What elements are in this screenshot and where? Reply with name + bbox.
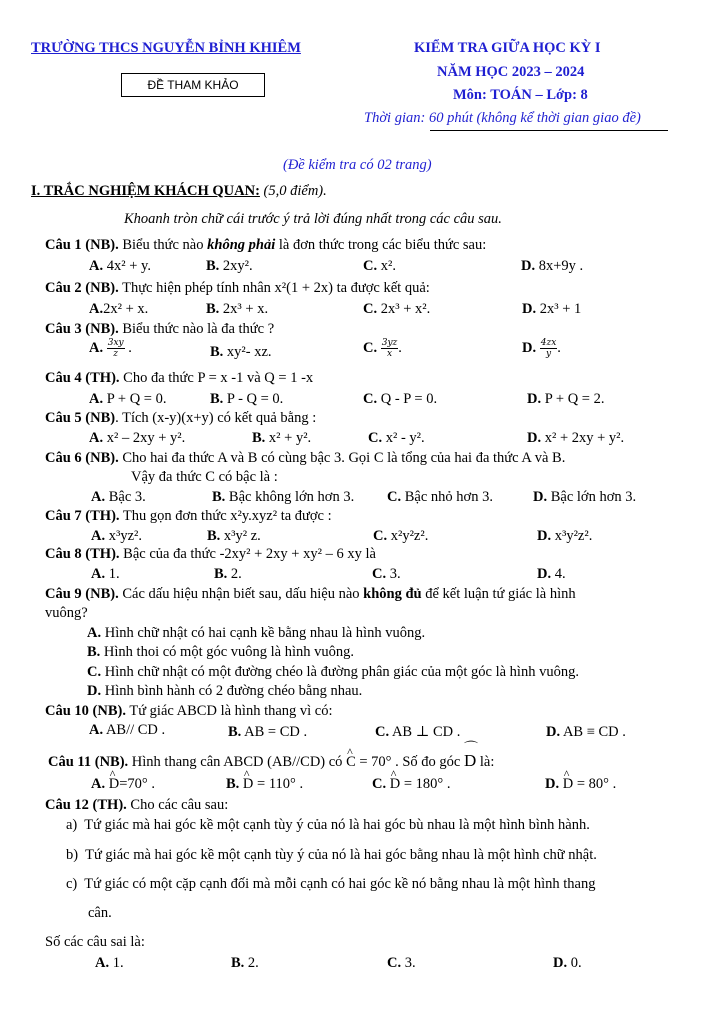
q9-option-b[interactable]: B. Hình thoi có một góc vuông là hình vuông.	[87, 644, 355, 660]
question-7: Câu 7 (TH). Thu gọn đơn thức x²y.xyz² ta được :	[45, 508, 332, 524]
fraction: $\frac{3yz}{x}$	[381, 338, 398, 359]
q3-option-c[interactable]: C. $\frac{3yz}{x}$ .	[363, 338, 402, 359]
section-1-title: I. TRẮC NGHIỆM KHÁCH QUAN:	[31, 183, 260, 199]
q7-option-d[interactable]: D. x³y²z².	[537, 528, 593, 544]
q8-option-c[interactable]: C. 3.	[372, 566, 401, 582]
q8-option-a[interactable]: A. 1.	[91, 566, 120, 582]
q4-option-b[interactable]: B. P - Q = 0.	[210, 391, 284, 407]
fraction: $\frac{3xy}{z}$	[107, 338, 124, 359]
question-4: Câu 4 (TH). Cho đa thức P = x -1 và Q = 1 -x	[45, 370, 314, 386]
question-9: Câu 9 (NB). Các dấu hiệu nhận biết sau, dấu hiệu nào không đủ để kết luận tứ giác là hình	[45, 586, 576, 602]
question-text: Biểu thức nào	[122, 237, 204, 253]
q12-statement-a: a) Tứ giác mà hai góc kề một cạnh tùy ý của nó là hai góc bù nhau là một hình bình hành.	[66, 817, 590, 833]
q9-option-c[interactable]: C. Hình chữ nhật có một đường chéo là đường phân giác của một góc là hình vuông.	[87, 664, 579, 680]
q6-option-c[interactable]: C. Bậc nhỏ hơn 3.	[387, 489, 493, 505]
q6-option-b[interactable]: B. Bậc không lớn hơn 3.	[212, 489, 355, 505]
q11-option-d[interactable]: D. ^ D = 80° .	[545, 776, 616, 793]
time-allowed: Thời gian: 60 phút (không kể thời gian giao đề)	[364, 110, 641, 126]
q2-option-a[interactable]: A.2x² + x.	[89, 301, 149, 317]
q1-option-a[interactable]: A. 4x² + y.	[89, 258, 151, 274]
q12-prompt: Số các câu sai là:	[45, 934, 145, 950]
q5-option-d[interactable]: D. x² + 2xy + y².	[527, 430, 625, 446]
q12-statement-b: b) Tứ giác mà hai góc kề một cạnh tùy ý của nó là hai góc bằng nhau là một hình chữ nhật.	[66, 847, 597, 863]
question-11: Câu 11 (NB). Hình thang cân ABCD (AB//CD) có ^ C = 70° . Số đo góc ⌒ D là:	[48, 751, 494, 771]
q3-option-d[interactable]: D. $\frac{4zx}{y}$ .	[522, 338, 561, 359]
fraction: $\frac{4zx}{y}$	[540, 338, 557, 359]
q12-option-c[interactable]: C. 3.	[387, 955, 416, 971]
question-5: Câu 5 (NB). Tích (x-y)(x+y) có kết quả bằng :	[45, 410, 317, 426]
angle-c-symbol: ^ C	[346, 754, 356, 771]
q9-option-a[interactable]: A. Hình chữ nhật có hai cạnh kề bằng nhau là hình vuông.	[87, 625, 426, 641]
q6-option-d[interactable]: D. Bậc lớn hơn 3.	[533, 489, 637, 505]
q3-option-a[interactable]: A. $\frac{3xy}{z}$ .	[89, 338, 132, 359]
q5-option-b[interactable]: B. x² + y².	[252, 430, 312, 446]
q6-option-a[interactable]: A. Bậc 3.	[91, 489, 146, 505]
q10-option-a[interactable]: A. AB// CD .	[89, 722, 166, 738]
angle-d-symbol: ⌒ D	[464, 751, 476, 771]
question-3: Câu 3 (NB). Biểu thức nào là đa thức ?	[45, 321, 275, 337]
q11-option-b[interactable]: B. ^ D = 110° .	[226, 776, 303, 793]
reference-exam-box: ĐỀ THAM KHẢO	[121, 73, 265, 97]
section-1-instruction: Khoanh tròn chữ cái trước ý trả lời đúng nhất trong các câu sau.	[124, 211, 502, 227]
subject-grade: Môn: TOÁN – Lớp: 8	[453, 87, 588, 103]
header-underline	[430, 130, 668, 131]
question-label: Câu 1 (NB).	[45, 237, 119, 253]
q7-option-a[interactable]: A. x³yz².	[91, 528, 142, 544]
q5-option-a[interactable]: A. x² – 2xy + y².	[89, 430, 186, 446]
q2-option-d[interactable]: D. 2x³ + 1	[522, 301, 582, 317]
q7-option-c[interactable]: C. x²y²z².	[373, 528, 429, 544]
school-year: NĂM HỌC 2023 – 2024	[437, 64, 585, 80]
q12-option-b[interactable]: B. 2.	[231, 955, 259, 971]
q10-option-d[interactable]: D. AB ≡ CD .	[546, 724, 626, 740]
q12-option-a[interactable]: A. 1.	[95, 955, 124, 971]
q1-option-b[interactable]: B. 2xy².	[206, 258, 253, 274]
q8-option-b[interactable]: B. 2.	[214, 566, 242, 582]
section-1-points: (5,0 điểm).	[263, 183, 327, 199]
q11-option-c[interactable]: C. ^ D = 180° .	[372, 776, 450, 793]
pages-note: (Đề kiểm tra có 02 trang)	[283, 157, 432, 173]
q10-option-b[interactable]: B. AB = CD .	[228, 724, 308, 740]
question-2: Câu 2 (NB). Thực hiện phép tính nhân x²(1 + 2x) ta được kết quả:	[45, 280, 430, 296]
q4-option-a[interactable]: A. P + Q = 0.	[89, 391, 167, 407]
q1-option-d[interactable]: D. 8x+9y .	[521, 258, 584, 274]
q12-statement-c-cont: cân.	[88, 905, 112, 921]
q4-option-d[interactable]: D. P + Q = 2.	[527, 391, 605, 407]
question-1	[45, 237, 486, 254]
q2-option-b[interactable]: B. 2x³ + x.	[206, 301, 269, 317]
question-text: là đơn thức trong các biểu thức sau:	[278, 237, 487, 253]
section-1-heading	[31, 183, 327, 200]
q12-option-d[interactable]: D. 0.	[553, 955, 582, 971]
exam-title: KIỂM TRA GIỮA HỌC KỲ I	[414, 40, 601, 56]
q5-option-c[interactable]: C. x² - y².	[368, 430, 425, 446]
q3-option-b[interactable]: B. xy²- xz.	[210, 344, 272, 360]
q9-option-d[interactable]: D. Hình bình hành có 2 đường chéo bằng nhau.	[87, 683, 363, 699]
question-6-line-2: Vậy đa thức C có bậc là :	[131, 469, 278, 485]
question-6: Câu 6 (NB). Cho hai đa thức A và B có cùng bậc 3. Gọi C là tổng của hai đa thức A và B.	[45, 450, 566, 466]
q10-option-c[interactable]: C. AB ⊥ CD .	[375, 724, 461, 740]
question-emphasis: không phải	[207, 237, 276, 253]
school-name: TRƯỜNG THCS NGUYỄN BỈNH KHIÊM	[31, 40, 301, 56]
question-8: Câu 8 (TH). Bậc của đa thức -2xy² + 2xy + xy² – 6 xy là	[45, 546, 376, 562]
q7-option-b[interactable]: B. x³y² z.	[207, 528, 261, 544]
q4-option-c[interactable]: C. Q - P = 0.	[363, 391, 438, 407]
question-9-line-2: vuông?	[45, 605, 88, 621]
q12-statement-c: c) Tứ giác có một cặp cạnh đối mà mỗi cạnh có hai góc kề nó bằng nhau là một hình thang	[66, 876, 596, 892]
q11-option-a[interactable]: A. ^ D=70° .	[91, 776, 155, 793]
q1-option-c[interactable]: C. x².	[363, 258, 396, 274]
q2-option-c[interactable]: C. 2x³ + x².	[363, 301, 431, 317]
question-12: Câu 12 (TH). Cho các câu sau:	[45, 797, 229, 813]
question-10: Câu 10 (NB). Tứ giác ABCD là hình thang vì có:	[45, 703, 333, 719]
q8-option-d[interactable]: D. 4.	[537, 566, 566, 582]
